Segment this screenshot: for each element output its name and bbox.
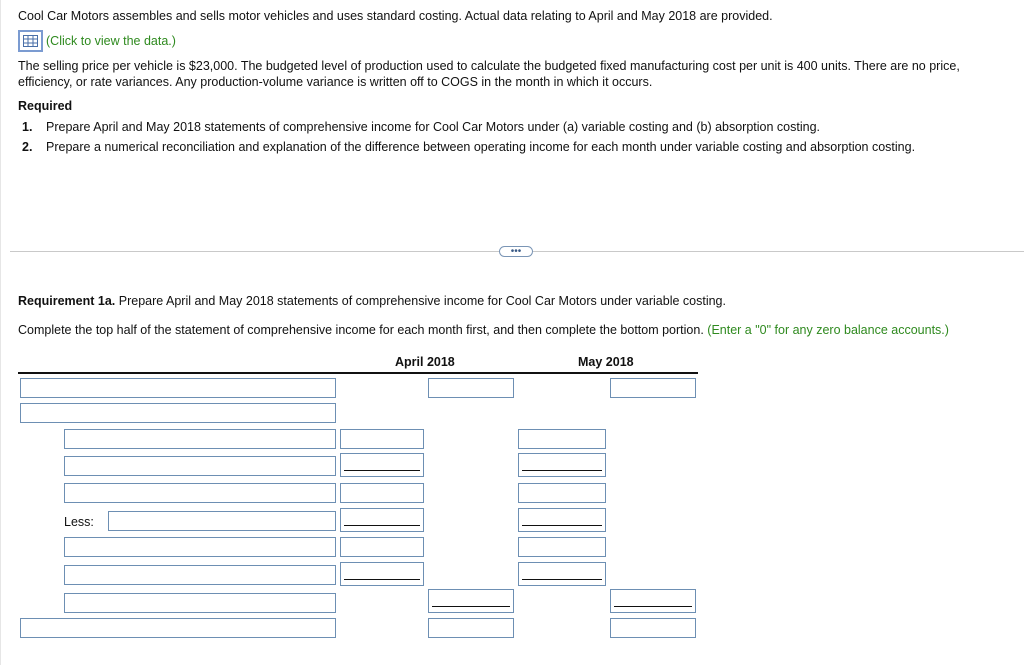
instruction-main: Complete the top half of the statement of comprehensive income for each month first, and then complete the bottom portion. — [18, 323, 704, 337]
row6-april-input[interactable] — [340, 508, 424, 532]
row3-label-input[interactable] — [64, 429, 336, 449]
row4-may-input[interactable] — [518, 453, 606, 477]
row6-april-underline — [344, 525, 420, 526]
row1-label-input[interactable] — [20, 378, 336, 398]
row7-may-input[interactable] — [518, 537, 606, 557]
row9-label-input[interactable] — [64, 593, 336, 613]
column-header-may: May 2018 — [578, 355, 634, 369]
req2-number: 2. — [22, 140, 33, 154]
row4-label-input[interactable] — [64, 456, 336, 476]
row9-may-input[interactable] — [610, 589, 696, 613]
requirement-1a-title — [18, 293, 726, 309]
page-left-border — [0, 0, 1, 665]
row6-may-input[interactable] — [518, 508, 606, 532]
requirement-1a-label: Requirement 1a. — [18, 294, 116, 308]
row4-april-underline — [344, 470, 420, 471]
instruction-hint: (Enter a "0" for any zero balance accounts.) — [703, 323, 949, 337]
row10-april-input[interactable] — [428, 618, 514, 638]
row6-may-underline — [522, 525, 602, 526]
header-rule — [18, 372, 698, 374]
req1-text: Prepare April and May 2018 statements of comprehensive income for Cool Car Motors under (a) variable costing and (b) absorption costing. — [46, 120, 820, 134]
row7-label-input[interactable] — [64, 537, 336, 557]
row1-may-input[interactable] — [610, 378, 696, 398]
row8-april-input[interactable] — [340, 562, 424, 586]
instruction-text — [18, 322, 949, 338]
row8-may-underline — [522, 579, 602, 580]
row6-label-input[interactable] — [108, 511, 336, 531]
row9-april-underline — [432, 606, 510, 607]
intro-text: Cool Car Motors assembles and sells motor vehicles and uses standard costing. Actual data relating to April and May 2018 are provided. — [18, 9, 773, 23]
less-label: Less: — [64, 515, 94, 529]
row3-april-input[interactable] — [340, 429, 424, 449]
row4-april-input[interactable] — [340, 453, 424, 477]
data-table-icon[interactable] — [18, 30, 43, 52]
row7-april-input[interactable] — [340, 537, 424, 557]
row10-label-input[interactable] — [20, 618, 336, 638]
info-line-1: The selling price per vehicle is $23,000. The budgeted level of production used to calculate the budgeted fixed manufacturing cost per unit is 400 units. There are no price, — [18, 59, 960, 73]
row8-april-underline — [344, 579, 420, 580]
row3-may-input[interactable] — [518, 429, 606, 449]
row10-may-input[interactable] — [610, 618, 696, 638]
view-data-link[interactable]: (Click to view the data.) — [46, 34, 176, 48]
expand-button[interactable]: ••• — [499, 246, 533, 257]
row5-label-input[interactable] — [64, 483, 336, 503]
column-header-april: April 2018 — [395, 355, 455, 369]
row4-may-underline — [522, 470, 602, 471]
row5-april-input[interactable] — [340, 483, 424, 503]
req2-text: Prepare a numerical reconciliation and explanation of the difference between operating income for each month under variable costing and absorption costing. — [46, 140, 916, 154]
row1-april-input[interactable] — [428, 378, 514, 398]
req1-number: 1. — [22, 120, 33, 134]
required-heading: Required — [18, 99, 73, 113]
requirement-1a-text: Prepare April and May 2018 statements of comprehensive income for Cool Car Motors under variable costing. — [115, 294, 726, 308]
row8-label-input[interactable] — [64, 565, 336, 585]
row9-april-input[interactable] — [428, 589, 514, 613]
row5-may-input[interactable] — [518, 483, 606, 503]
row8-may-input[interactable] — [518, 562, 606, 586]
row9-may-underline — [614, 606, 692, 607]
row2-label-input[interactable] — [20, 403, 336, 423]
info-line-2: efficiency, or rate variances. Any production-volume variance is written off to COGS in the month in which it occurs. — [18, 75, 653, 89]
